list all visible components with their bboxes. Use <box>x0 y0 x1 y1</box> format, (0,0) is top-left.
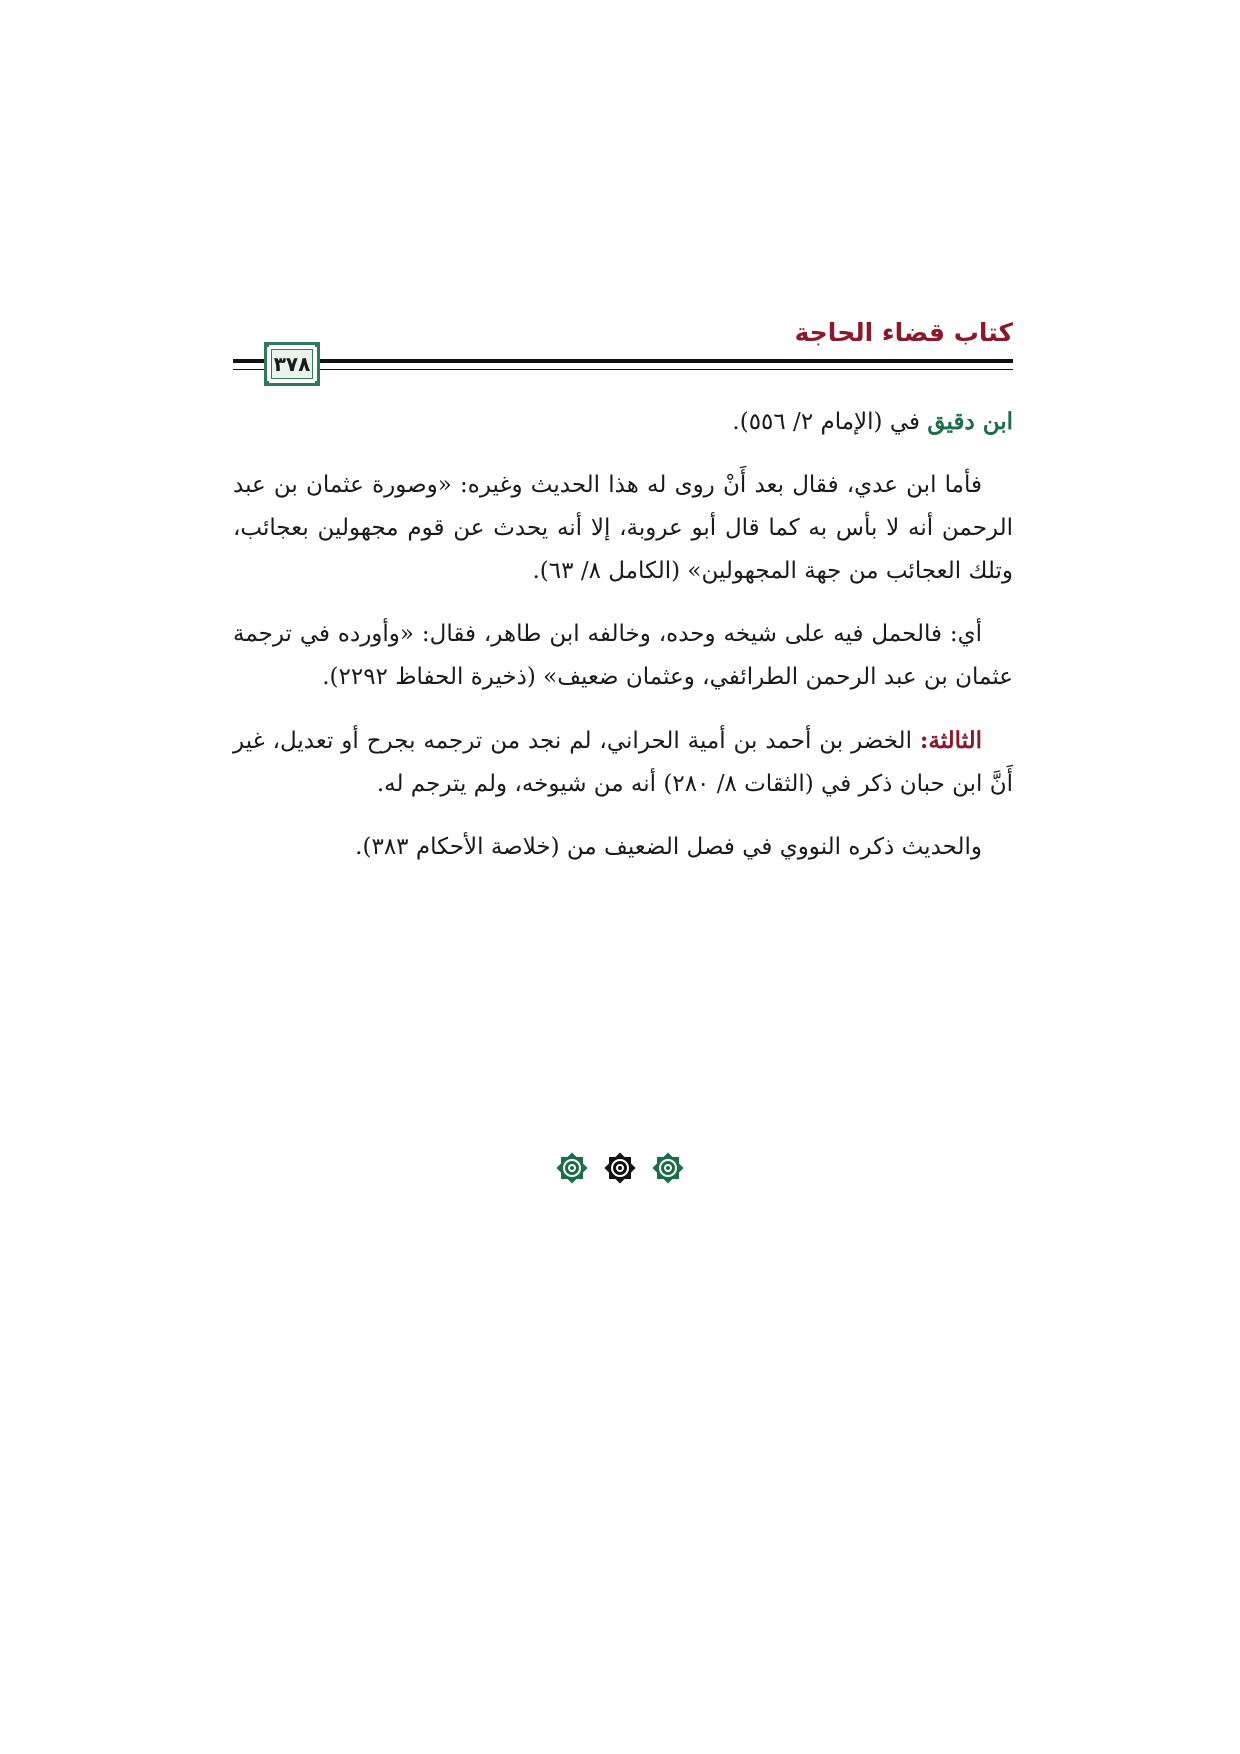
green-flower-icon <box>650 1150 686 1186</box>
badge-corner-ornament <box>264 381 269 386</box>
badge-corner-ornament <box>264 342 269 347</box>
highlighted-name: ابن دقيق <box>927 408 1013 435</box>
paragraph-nawawi: والحديث ذكره النووي في فصل الضعيف من (خلاصة الأحكام ٣٨٣). <box>355 834 982 860</box>
green-flower-icon <box>554 1150 590 1186</box>
page-header <box>233 318 1013 388</box>
paragraph-third-narrator <box>233 719 1013 806</box>
paragraph-text: في (الإمام ٢/ ٥٥٦). <box>732 409 928 435</box>
body-text <box>233 400 1013 889</box>
badge-corner-ornament <box>315 342 320 347</box>
header-rule-thin <box>233 369 1013 370</box>
badge-corner-ornament <box>315 381 320 386</box>
black-flower-icon <box>602 1150 638 1186</box>
book-title: كتاب قضاء الحاجة <box>794 318 1013 347</box>
paragraph-ibn-tahir: أي: فالحمل فيه على شيخه وحده، وخالفه ابن طاهر، فقال: «وأورده في ترجمة عثمان بن عبد الرحمن الطرائفي، وعثمان ضعيف» (ذخيرة الحفاظ ٢٢٩٢). <box>233 621 1013 690</box>
paragraph-text: الخضر بن أحمد بن أمية الحراني، لم نجد من ترجمه بجرح أو تعديل، غير أَنَّ ابن حبان ذكر في (الثقات ٨/ ٢٨٠) أنه من شيوخه، ولم يترجم له. <box>233 728 1013 797</box>
highlighted-heading: الثالثة: <box>919 727 982 754</box>
page-number-badge <box>264 342 320 386</box>
page-number: ٣٧٨ <box>271 349 313 379</box>
header-rule-thick <box>233 359 1013 363</box>
paragraph-ibn-adi: فأما ابن عدي، فقال بعد أَنْ روى له هذا الحديث وغيره: «وصورة عثمان بن عبد الرحمن أنه لا بأس به كما قال أبو عروبة، إلا أنه يحدث عن قوم مجهولين بعجائب، وتلك العجائب من جهة المجهولين» (الكامل ٨/ ٦٣). <box>233 472 1013 584</box>
section-end-ornament <box>0 1150 1240 1186</box>
paragraph-source-note <box>233 400 1013 444</box>
